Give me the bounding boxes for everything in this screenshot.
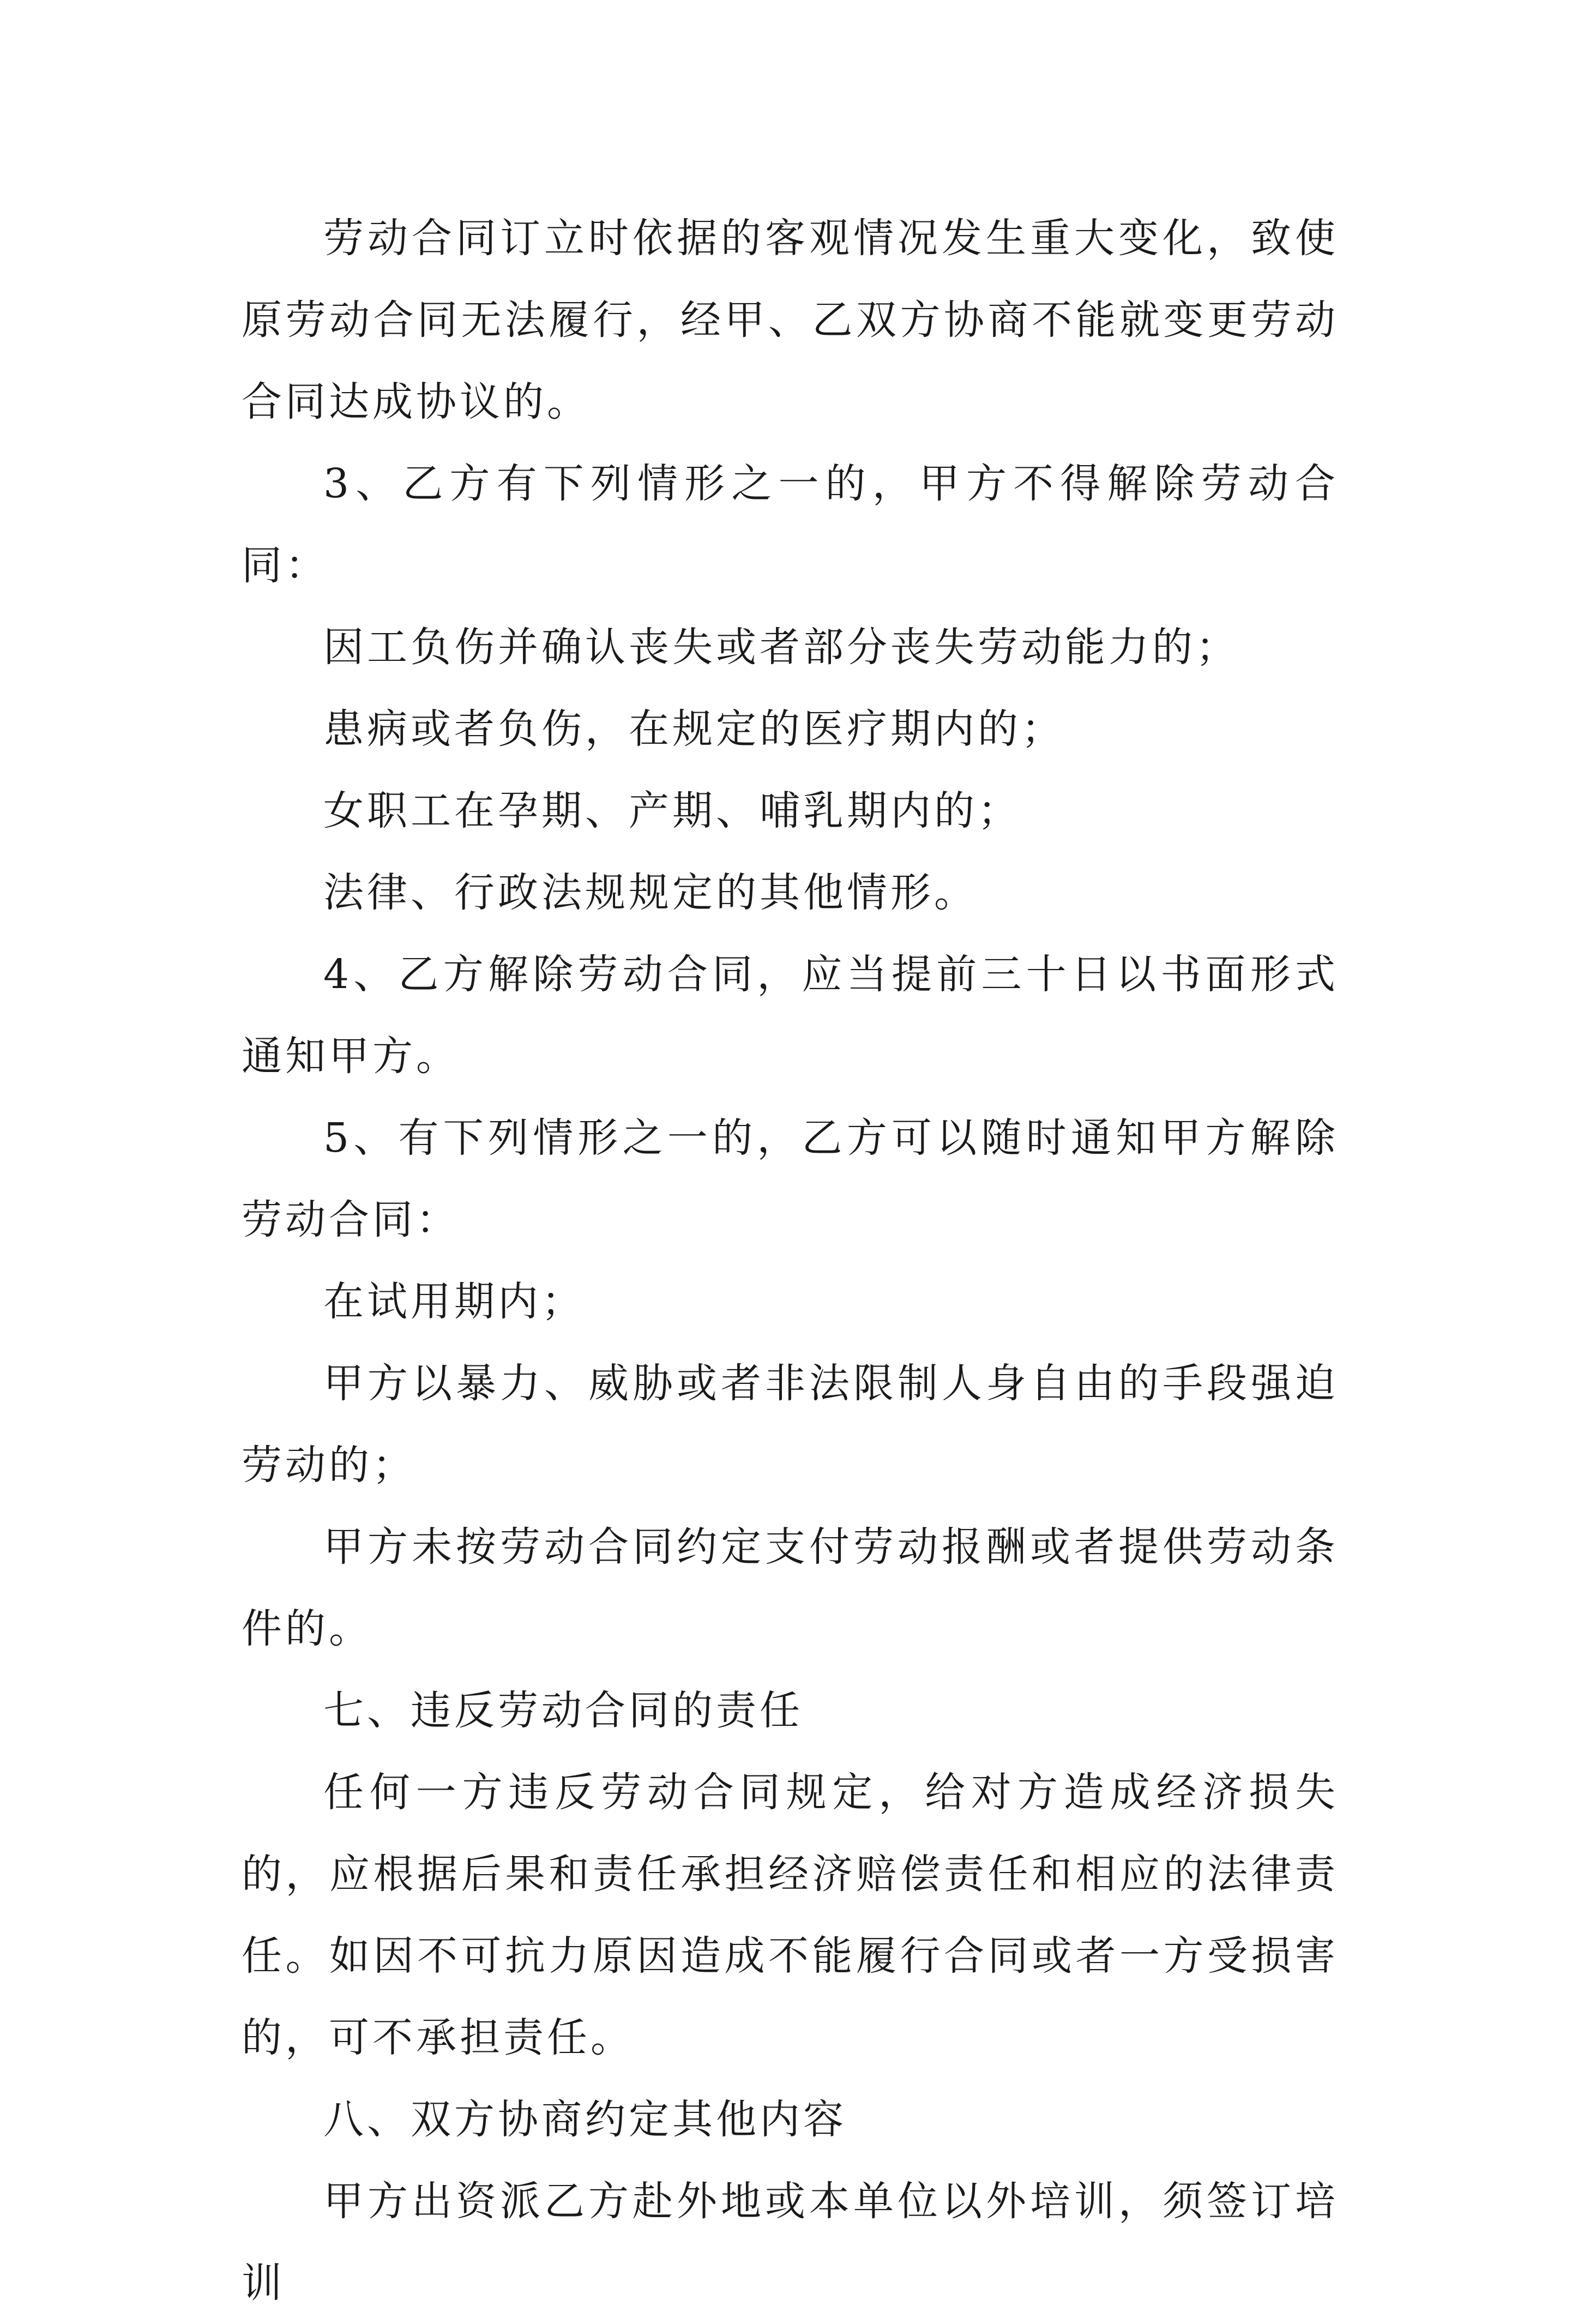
paragraph-clause-5: 5、有下列情形之一的，乙方可以随时通知甲方解除劳动合同： xyxy=(242,1115,1339,1243)
paragraph-clause-3: 3、乙方有下列情形之一的，甲方不得解除劳动合同： xyxy=(242,460,1339,589)
paragraph-female-worker: 女职工在孕期、产期、哺乳期内的； xyxy=(323,787,1021,834)
paragraph-other-legal: 法律、行政法规规定的其他情形。 xyxy=(323,869,978,916)
paragraph-breach-liability: 任何一方违反劳动合同规定，给对方造成经济损失的，应根据后果和责任承担经济赔偿责任和相应的法律责任。如因不可抗力原因造成不能履行合同或者一方受损害的，可不承担责任。 xyxy=(242,1769,1339,2061)
paragraph-unpaid-wages: 甲方未按劳动合同约定支付劳动报酬或者提供劳动条件的。 xyxy=(242,1524,1339,1652)
paragraph-training: 甲方出资派乙方赴外地或本单位以外培训，须签订培训 xyxy=(242,2178,1339,2307)
section-heading-other-terms: 八、双方协商约定其他内容 xyxy=(323,2096,847,2143)
paragraph-clause-4: 4、乙方解除劳动合同，应当提前三十日以书面形式通知甲方。 xyxy=(242,951,1339,1080)
paragraph-forced-labor: 甲方以暴力、威胁或者非法限制人身自由的手段强迫劳动的； xyxy=(242,1360,1339,1489)
paragraph-illness-injury: 患病或者负伤，在规定的医疗期内的； xyxy=(323,706,1065,752)
paragraph-work-injury: 因工负伤并确认丧失或者部分丧失劳动能力的； xyxy=(323,624,1239,671)
section-heading-breach: 七、违反劳动合同的责任 xyxy=(323,1687,803,1734)
paragraph-probation: 在试用期内； xyxy=(323,1278,585,1325)
document-body xyxy=(242,197,1339,2324)
paragraph-objective-change: 劳动合同订立时依据的客观情况发生重大变化，致使原劳动合同无法履行，经甲、乙双方协商不能就变更劳动合同达成协议的。 xyxy=(242,215,1339,425)
